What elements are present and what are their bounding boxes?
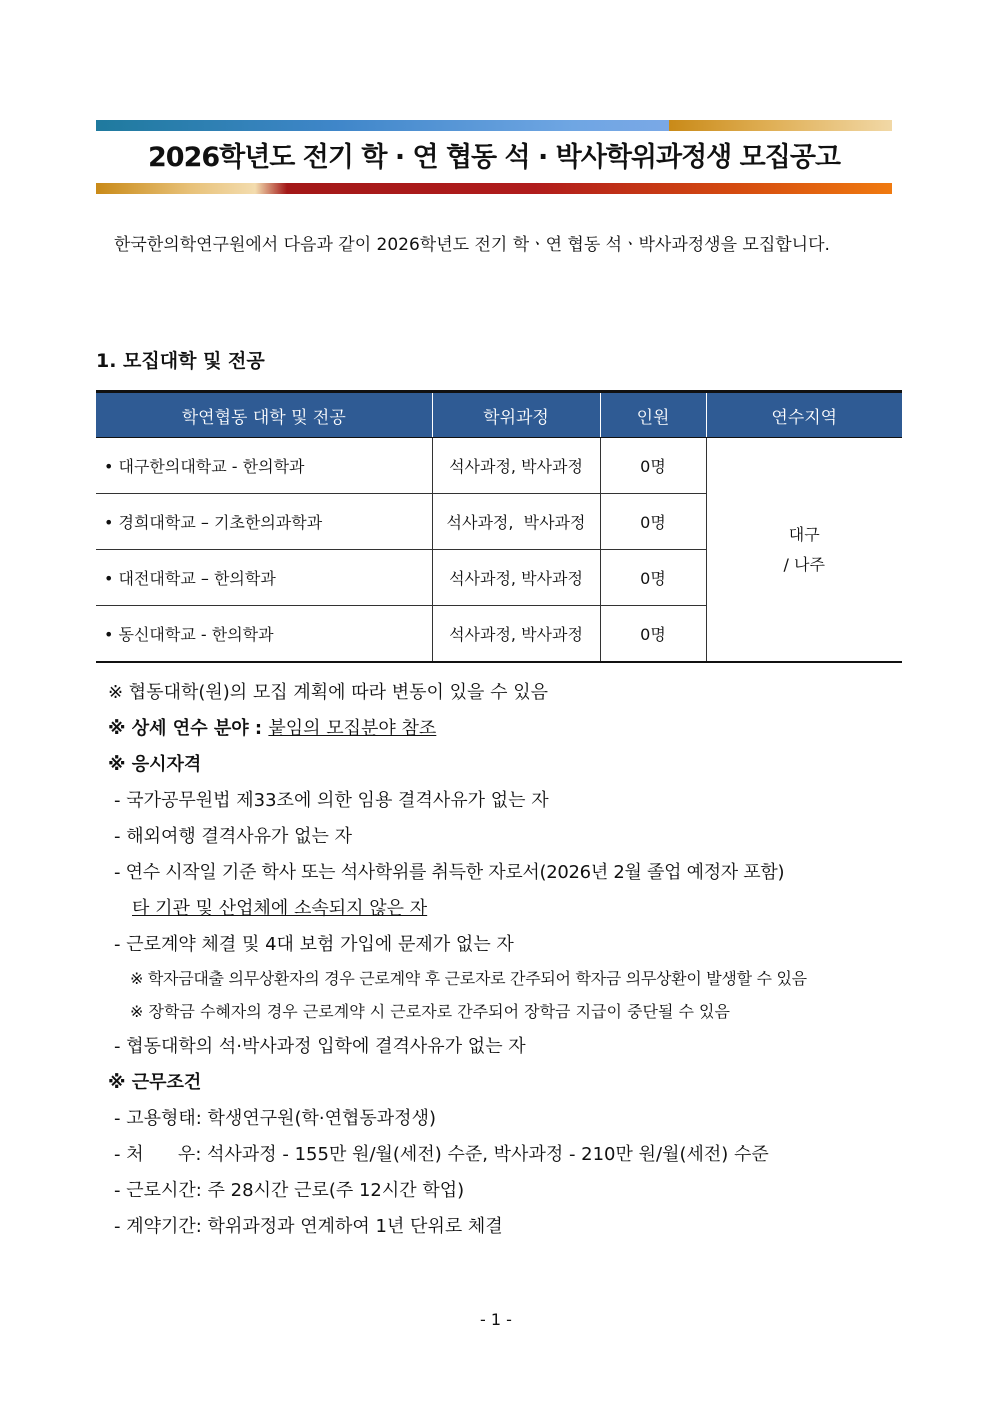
note-variation: ※ 협동대학(원)의 모집 계획에 따라 변동이 있을 수 있음 xyxy=(108,682,549,703)
recruitment-table xyxy=(96,390,902,663)
qualification-item: - 연수 시작일 기준 학사 또는 석사학위를 취득한 자로서(2026년 2월 졸업 예정자 포함) xyxy=(114,862,785,883)
count-cell: 0명 xyxy=(600,494,706,550)
note-detail xyxy=(108,714,436,740)
header-univ: 학연협동 대학 및 전공 xyxy=(96,392,432,438)
degree-cell: 석사과정, 박사과정 xyxy=(432,438,600,494)
region-cell xyxy=(706,438,902,663)
note-detail-label: ※ 상세 연수 분야 : xyxy=(108,718,263,739)
count-cell: 0명 xyxy=(600,606,706,663)
section-title: 1. 모집대학 및 전공 xyxy=(96,350,265,372)
header-count: 인원 xyxy=(600,392,706,438)
qualification-subnote: ※ 장학금 수혜자의 경우 근로계약 시 근로자로 간주되어 장학금 지급이 중단될 수 있음 xyxy=(130,1002,730,1021)
region-line1: 대구 xyxy=(788,524,820,544)
qualification-item: - 국가공무원법 제33조에 의한 임용 결격사유가 없는 자 xyxy=(114,790,549,811)
univ-cell: • 동신대학교 - 한의학과 xyxy=(96,606,432,663)
region-line2: / 나주 xyxy=(783,554,825,574)
qualification-item: - 해외여행 결격사유가 없는 자 xyxy=(114,826,353,847)
count-cell: 0명 xyxy=(600,438,706,494)
work-condition-item: - 근로시간: 주 28시간 근로(주 12시간 학업) xyxy=(114,1180,465,1201)
page-number: - 1 - xyxy=(480,1310,512,1329)
qualification-title: ※ 응시자격 xyxy=(108,754,202,775)
qualification-item-cont: 타 기관 및 산업체에 소속되지 않은 자 xyxy=(132,898,428,919)
table-row xyxy=(96,438,902,494)
qualification-item: - 근로계약 체결 및 4대 보험 가입에 문제가 없는 자 xyxy=(114,934,514,955)
work-condition-item: - 처 우: 석사과정 - 155만 원/월(세전) 수준, 박사과정 - 210만 원/월(세전) 수준 xyxy=(114,1144,769,1165)
degree-cell: 석사과정, 박사과정 xyxy=(432,606,600,663)
degree-cell: 석사과정, 박사과정 xyxy=(432,494,600,550)
univ-cell: • 대전대학교 – 한의학과 xyxy=(96,550,432,606)
univ-cell: • 경희대학교 – 기초한의과학과 xyxy=(96,494,432,550)
title-top-bar xyxy=(96,120,892,131)
note-detail-link: 붙임의 모집분야 참조 xyxy=(268,718,437,739)
count-cell: 0명 xyxy=(600,550,706,606)
table-header-row xyxy=(96,392,902,438)
header-degree: 학위과정 xyxy=(432,392,600,438)
degree-cell: 석사과정, 박사과정 xyxy=(432,550,600,606)
work-condition-item: - 계약기간: 학위과정과 연계하여 1년 단위로 체결 xyxy=(114,1216,503,1237)
qualification-subnote: ※ 학자금대출 의무상환자의 경우 근로계약 후 근로자로 간주되어 학자금 의무상환이 발생할 수 있음 xyxy=(130,969,807,988)
intro-paragraph: 한국한의학연구원에서 다음과 같이 2026학년도 전기 학ㆍ연 협동 석ㆍ박사과정생을 모집합니다. xyxy=(114,235,830,255)
work-condition-item: - 고용형태: 학생연구원(학·연협동과정생) xyxy=(114,1108,436,1129)
work-conditions-title: ※ 근무조건 xyxy=(108,1072,202,1093)
header-region: 연수지역 xyxy=(706,392,902,438)
qualification-item: - 협동대학의 석·박사과정 입학에 결격사유가 없는 자 xyxy=(114,1036,526,1057)
univ-cell: • 대구한의대학교 - 한의학과 xyxy=(96,438,432,494)
title-bottom-bar xyxy=(96,183,892,194)
page-title: 2026학년도 전기 학 · 연 협동 석 · 박사학위과정생 모집공고 xyxy=(148,142,840,173)
